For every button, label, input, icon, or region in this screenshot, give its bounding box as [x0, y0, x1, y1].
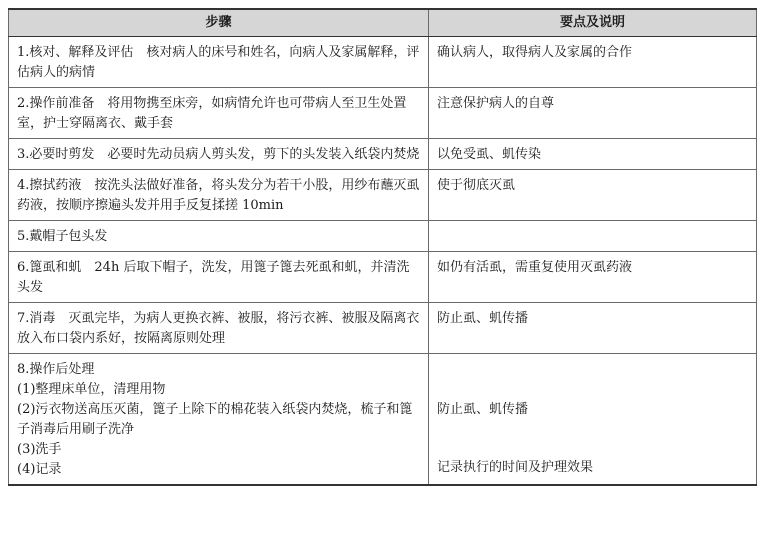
- table-row: [9, 139, 757, 170]
- table-row: [9, 303, 757, 354]
- note-text: 记录执行的时间及护理效果: [437, 460, 594, 475]
- step-cell: [9, 354, 429, 486]
- step-cell: 5.戴帽子包头发: [9, 221, 429, 252]
- note-cell: 使于彻底灭虱: [429, 170, 757, 221]
- table-row: [9, 170, 757, 221]
- header-step: 步骤: [9, 9, 429, 37]
- header-note: 要点及说明: [429, 9, 757, 37]
- post-op-item: (2)污衣物送高压灭菌，篦子上除下的棉花装入纸袋内焚烧，梳子和篦子消毒后用刷子洗净: [17, 402, 413, 437]
- table-row: [9, 37, 757, 88]
- table-row: [9, 221, 757, 252]
- post-op-item: (3)洗手: [17, 442, 62, 457]
- table-header-row: [9, 9, 757, 37]
- post-op-item: (1)整理床单位，清理用物: [17, 382, 166, 397]
- note-cell: [429, 221, 757, 252]
- step-cell: 1.核对、解释及评估 核对病人的床号和姓名，向病人及家属解释，评估病人的病情: [9, 37, 429, 88]
- step-cell: 3.必要时剪发 必要时先动员病人剪头发，剪下的头发装入纸袋内焚烧: [9, 139, 429, 170]
- table-row-final: [9, 354, 757, 486]
- table-row: [9, 88, 757, 139]
- note-cell: 以免受虱、虮传染: [429, 139, 757, 170]
- note-cell: [429, 354, 757, 486]
- post-op-title: 8.操作后处理: [17, 362, 95, 377]
- step-cell: 4.擦拭药液 按洗头法做好准备，将头发分为若干小股，用纱布蘸灭虱药液，按顺序擦遍头发并用手反复揉搓 10min: [9, 170, 429, 221]
- note-cell: 防止虱、虮传播: [429, 303, 757, 354]
- note-cell: 确认病人，取得病人及家属的合作: [429, 37, 757, 88]
- table-row: [9, 252, 757, 303]
- step-cell: 7.消毒 灭虱完毕，为病人更换衣裤、被服，将污衣裤、被服及隔离衣放入布口袋内系好，按隔离原则处理: [9, 303, 429, 354]
- step-cell: 6.篦虱和虮 24h 后取下帽子，洗发，用篦子篦去死虱和虮，并清洗头发: [9, 252, 429, 303]
- step-cell: 2.操作前准备 将用物携至床旁，如病情允许也可带病人至卫生处置室，护士穿隔离衣、戴手套: [9, 88, 429, 139]
- note-cell: 注意保护病人的自尊: [429, 88, 757, 139]
- note-cell: 如仍有活虱，需重复使用灭虱药液: [429, 252, 757, 303]
- note-text: 防止虱、虮传播: [437, 402, 529, 417]
- post-op-item: (4)记录: [17, 462, 62, 477]
- procedure-table: [8, 8, 757, 486]
